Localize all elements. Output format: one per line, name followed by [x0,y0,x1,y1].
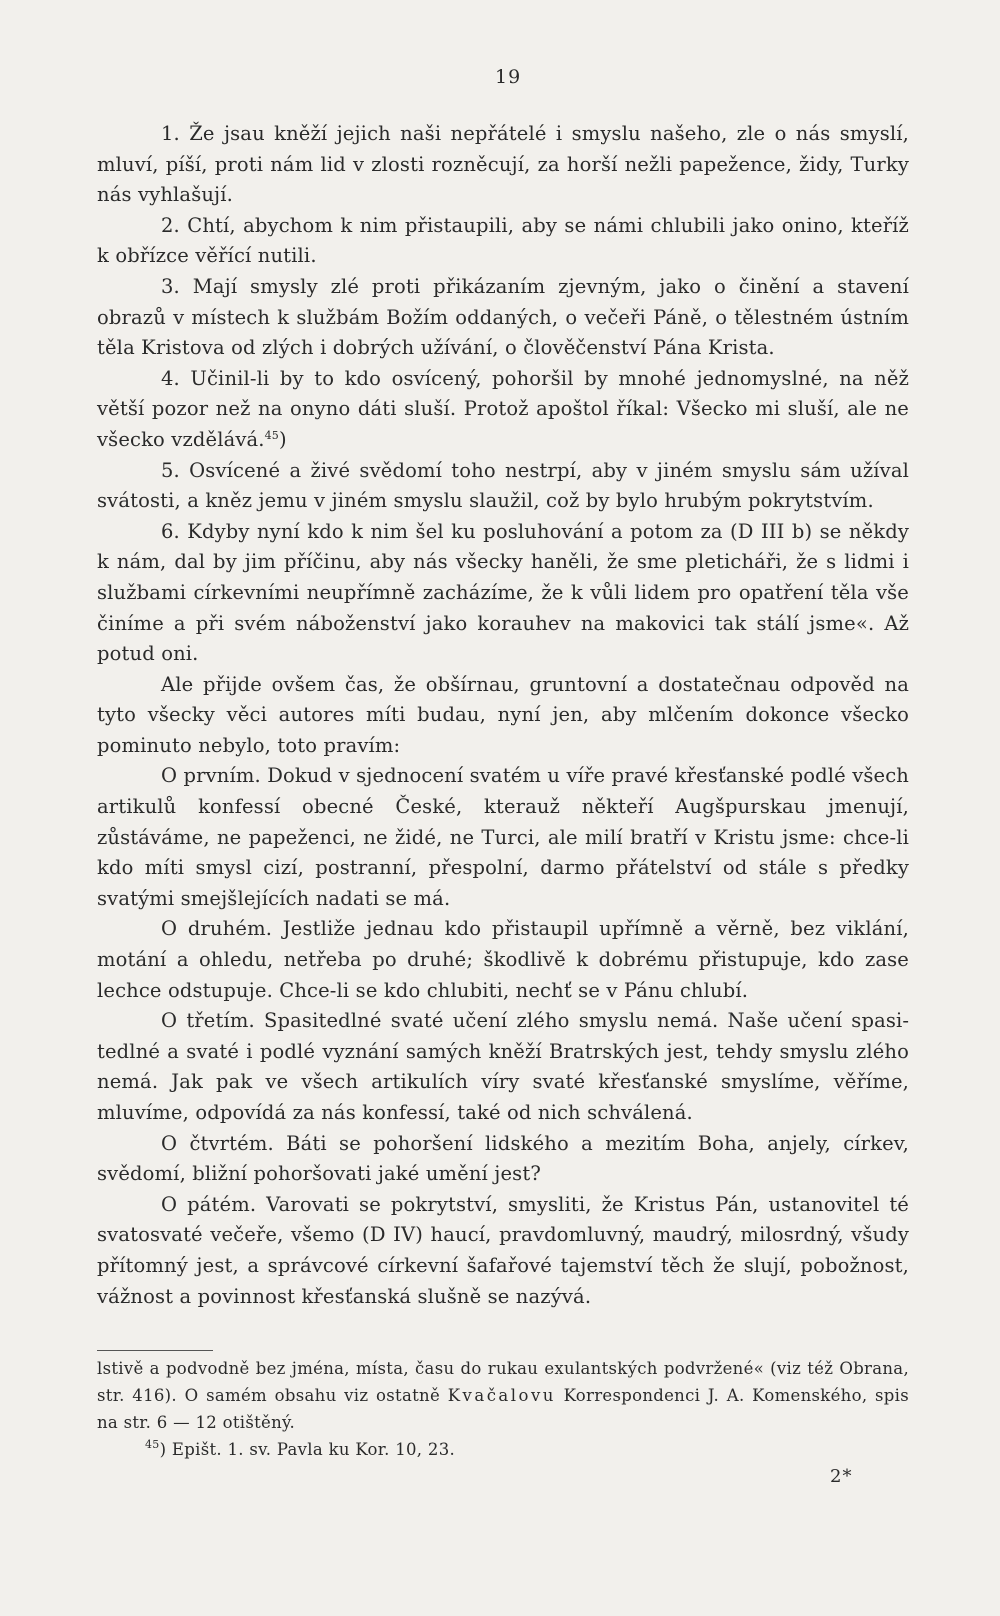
paragraph-3: 3. Mají smysly zlé proti přikázaním zjevným, jako o činění a stavení obrazů v místech k službám Božím oddaných, o večeři Páně, o tělestném ústním těla Kristova od zlých i dobrých užívání, o člověčenství Pána Krista. [97,274,909,360]
paragraph-5: 5. Osvícené a živé svědomí toho nestrpí, aby v jiném smyslu sám užíval svátosti, a kněz jemu v jiném smyslu slaužil, což by bylo hrubým pokrytstvím. [97,458,909,513]
page-number: 19 [495,66,522,88]
footnote-divider [97,1350,213,1351]
footnote-45-mark: 45 [145,1438,160,1451]
footnote-ref-45[interactable]: 45 [264,428,279,442]
footnote-ref-close: ) [278,427,287,451]
paragraph-4-text: 4. Učinil-li by to kdo osvícený, pohoršil by mnohé jednomyslné, na něž větší pozor než na onyno dáti sluší. Protož apoštol říkal: Všecko mi sluší, ale ne všecko vzdělává. [97,366,909,451]
footnote-continuation [97,1355,909,1436]
footnote-continuation-b: Korrespondenci J. A. Komenského, spis na str. 6 — 12 otištěný. [97,1386,910,1432]
paragraph-1: 1. Že jsau kněží jejich naši nepřátelé i smyslu našeho, zle o nás smyslí, mluví, píší, proti nám lid v zlosti rozněcují, za horší nežli papežence, židy, Turky nás vyhlašují. [97,122,909,207]
main-text [97,119,909,1312]
paragraph-4 [97,364,909,456]
paragraph-answer-intro: Ale přijde ovšem čas, že obšírnau, gruntovní a dostatečnau odpověd na tyto všecky věci autores míti budau, nyní jen, aby mlčením dokonce všecko pominuto nebylo, toto pravím: [97,672,909,757]
footnote-continuation-a: lstivě a podvodně bez jména, místa, času do rukau exulantských podvržené« (viz též Obrana, str. 416). O samém obsahu viz ostatně [97,1359,909,1405]
paragraph-2: 2. Chtí, abychom k nim přistaupili, aby se námi chlubili jako onino, kteříž k obřízce věřící nutili. [97,213,909,268]
footnote-45-close: ) [159,1440,167,1459]
paragraph-first: O prvním. Dokud v sjednocení svatém u víře pravé křesťanské podlé všech artikulů konfessí obecné České, kterauž někteří Augšpurskau jmenují, zůstáváme, ne papeženci, ne židé, ne Turci, ale milí bratří v Kristu jsme: chce-li kdo míti smysl cizí, postranní, přespolní, darmo přátelství od stále s předky svatými smejšlejících nadati se má. [97,764,909,910]
footnote-45-text: Epišt. 1. sv. Pavla ku Kor. 10, 23. [166,1440,456,1459]
signature-mark: 2* [830,1466,853,1487]
paragraph-fourth: O čtvrtém. Báti se pohoršení lidského a mezitím Boha, anjely, církev, svědomí, bližní pohoršovati jaké umění jest? [97,1131,909,1186]
paragraph-fifth: O pátém. Varovati se pokrytství, smysliti, že Kristus Pán, ustanovitel té svatosvaté večeře, všemo (D IV) haucí, pravdomluvný, maudrý, milosrdný, všudy přítomný jest, a správcové církevní šafařové tajemství těch že slují, pobožnost, vážnost a povinnost křesťanská slušně se nazývá. [97,1192,909,1308]
paragraph-third: O třetím. Spasitedlné svaté učení zlého smyslu nemá. Naše učení spasitedlné a svaté i podlé vyznání samých kněží Bratrských jest, tehdy smyslu zlého nemá. Jak pak ve všech artikulích víry svaté křesťanské smyslíme, věříme, mluvíme, odpovídá za nás konfessí, také od nich schválená. [97,1009,909,1124]
footnote-45 [97,1436,909,1463]
footnote-spaced-name: Kvačalovu [447,1386,556,1405]
paragraph-second: O druhém. Jestliže jednau kdo přistaupil upřímně a věrně, bez viklání, motání a ohledu, netřeba po druhé; škodlivě k dobrému přistupuje, kdo zase lechce odstupuje. Chce-li se kdo chlubiti, nechť se v Pánu chlubí. [97,917,909,1002]
footnotes [97,1355,909,1463]
paragraph-6: 6. Kdyby nyní kdo k nim šel ku posluhování a potom za (D III b) se někdy k nám, dal by jim příčinu, aby nás všecky haněli, že sme pleticháři, že s lidmi i službami církevními neupřímně zacházíme, že k vůli lidem pro opatření těla vše činíme a při svém náboženství jako korauhev na makovici tak stálí jsme«. Až potud oni. [97,519,909,666]
